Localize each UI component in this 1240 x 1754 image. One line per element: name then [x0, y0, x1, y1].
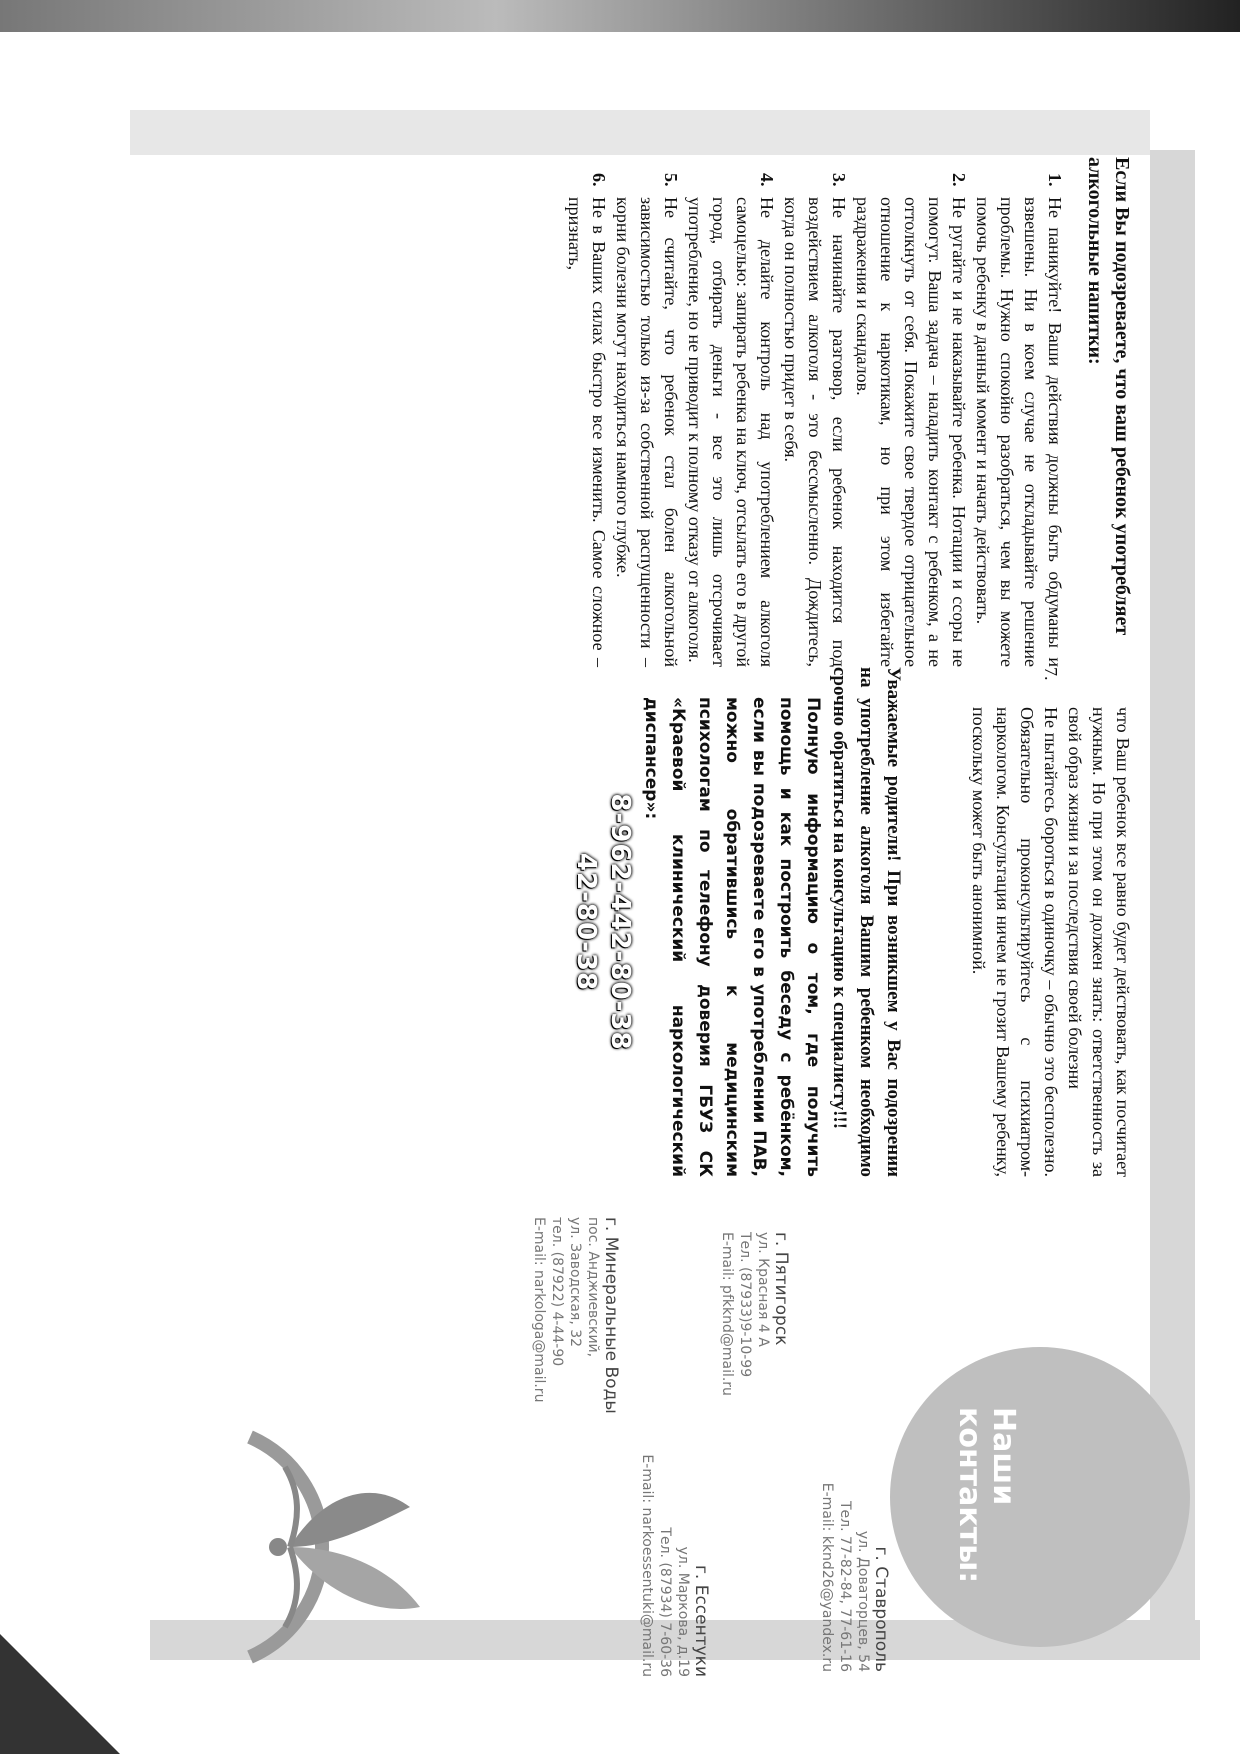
advice-item-text: Не пытайтесь бороться в одиночку – обычно это бесполезно. Обязательно проконсультируйтесь с психиатром-наркологом. Консультация ничем не грозит Вашему ребенку, поскольку может быть анонимной.	[969, 707, 1061, 1177]
contact-city: г. Пятигорск	[771, 1232, 791, 1346]
contacts-header-circle	[890, 1347, 1190, 1647]
advice-item: 6. Не в Ваших силах быстро все изменить. Самое сложное – признать,	[563, 191, 611, 667]
contacts-title-line: Наши	[986, 1407, 1021, 1506]
contact-city: г. Минеральные Воды	[601, 1217, 621, 1414]
panel-appeal	[90, 657, 1150, 1177]
contact-email: E-mail: narkologa@mail.ru	[531, 1217, 547, 1403]
advice-item-number: 7.	[1041, 667, 1061, 681]
helpline-phone: 8-962-442-80-38	[605, 793, 635, 1051]
advice-title: Если Вы подозреваете, что ваш ребенок употребляет алкогольные напитки:	[1084, 157, 1133, 636]
contact-street: ул. Доваторцев, 54	[855, 1530, 871, 1672]
contact-stavropol	[818, 1442, 890, 1672]
contact-street: ул. Заводская, 32	[567, 1217, 583, 1348]
helpline-info: Полную информацию о том, где получить помощь и как построить беседу с ребёнком, если вы подозреваете его в употреблении ПАВ, можно обратившись к медицинским психологам по телефону доверия ГБУЗ СК «Краевой клинический наркологический диспансер»:	[641, 697, 823, 1177]
contacts-title	[952, 1407, 1020, 1583]
helpline-phone-short: 42-80-38	[571, 852, 601, 992]
panel-advice	[90, 147, 1150, 667]
contact-email: E-mail: narkoessentuki@mail.ru	[639, 1454, 655, 1677]
advice-continuation: что Ваш ребенок все равно будет действовать, как посчитает нужным. Но при этом он должен знать: ответственность за свой образ жизни и за последствия своей болезни	[1065, 707, 1133, 1177]
advice-item: 4. Не делайте контроль над употреблением алкоголя самоцелью: запирать ребенка на ключ, отсылать его в другой город, отбирать деньги - все это лишь отсрочивает употребление, но не приводит к полному отказу от алкоголя.	[683, 191, 779, 667]
contact-email: E-mail: kknd26@yandex.ru	[819, 1482, 835, 1672]
scanner-edge	[0, 0, 1240, 32]
contact-email: E-mail: pfkknd@mail.ru	[719, 1232, 735, 1396]
leaflet-sheet	[90, 77, 1150, 1677]
scan-noise-band	[1150, 150, 1195, 1620]
contact-street: ул. Маркова, д.19	[675, 1546, 691, 1677]
advice-item: 5. Не считайте, что ребенок стал болен алкогольной зависимостью только из-за собственной распущенности – корни болезни могут находиться намного глубже.	[611, 191, 683, 667]
advice-item: 3. Не начинайте разговор, если ребенок находится под воздействием алкоголя - это бессмысленно. Дождитесь, когда он полностью придет в себя.	[779, 191, 851, 667]
contact-settlement: пос. Анджиевский,	[585, 1217, 601, 1358]
contact-city: г. Ставрополь	[871, 1546, 891, 1672]
advice-list	[563, 157, 1067, 667]
sprout-logo-icon	[200, 1397, 500, 1697]
contact-minvody	[530, 1217, 620, 1447]
contact-essentuki	[638, 1447, 710, 1677]
advice-item: 1. Не паникуйте! Ваши действия должны быть обдуманы и взвешены. Ни в коем случае не откладывайте решение проблемы. Нужно спокойно разобраться, чем вы можете помочь ребенку в данный момент и начать действовать.	[971, 191, 1067, 667]
contact-phone: тел. (87922) 4-44-90	[549, 1217, 565, 1367]
advice-item: 2. Не ругайте и не наказывайте ребенка. Нотации и ссоры не помогут. Ваша задача – наладить контакт с ребенком, а не оттолкнуть от себя. Покажите свое твердое отрицательное отношение к наркотикам, но при этом избегайте раздражения и скандалов.	[851, 191, 971, 667]
parents-appeal: Уважаемые родители! При возникшем у Вас подозрении на употребление алкоголя Вашим ребенком необходимо срочно обратиться на консультацию к специалисту!!!	[829, 667, 904, 1177]
contact-pyatigorsk	[718, 1232, 790, 1442]
contacts-title-line: контакты:	[952, 1407, 987, 1584]
contact-phone: Тел. 77-82-84, 77-61-16	[837, 1500, 853, 1672]
contact-phone: Тел. (87933)9-10-99	[737, 1232, 753, 1378]
contact-phone: Тел. (87934) 7-60-36	[657, 1527, 673, 1677]
advice-item-7	[967, 667, 1063, 1177]
contact-city: г. Ессентуки	[691, 1564, 711, 1677]
panel-contacts	[90, 1197, 1150, 1717]
contact-street: ул. Красная 4 А	[755, 1232, 771, 1347]
